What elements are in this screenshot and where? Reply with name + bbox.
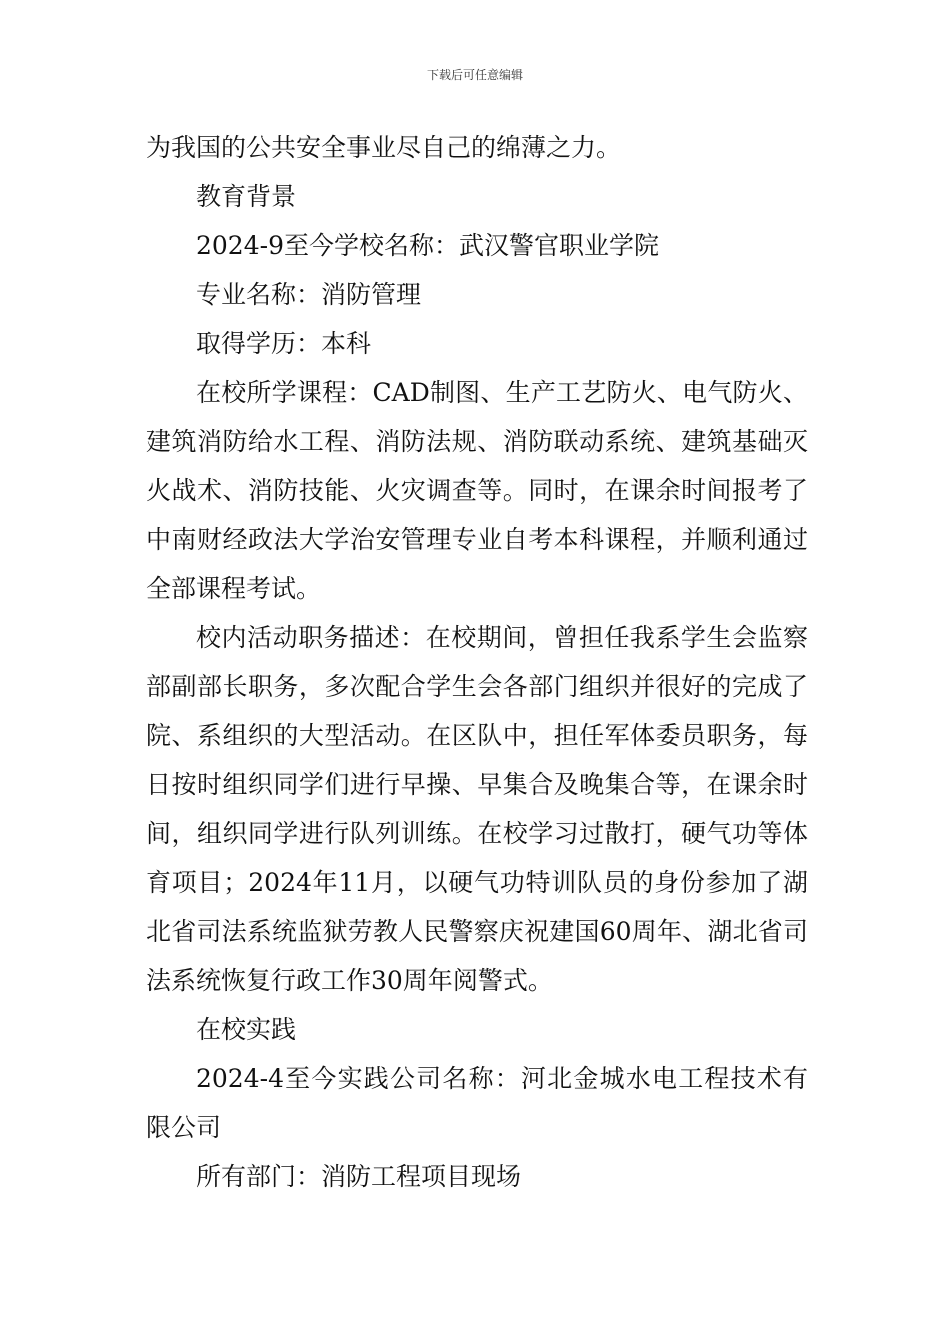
school-line: 2024-9至今学校名称：武汉警官职业学院 <box>196 231 659 260</box>
section-heading-education: 教育背景 <box>196 182 297 211</box>
activities-paragraph: 校内活动职务描述：在校期间，曾担任我系学生会监察部副部长职务，多次配合学生会各部门组织并很好的完成了院、系组织的大型活动。在区队中，担任军体委员职务，每日按时组织同学们进行早操、早集合及晚集合等，在课余时间，组织同学进行队列训练。在校学习过散打，硬气功等体育项目；2024年11月，以硬气功特训队员的身份参加了湖北省司法系统监狱劳教人民警察庆祝建国60周年、湖北省司法系统恢复行政工作30周年阅警式。 <box>146 623 808 995</box>
degree-line: 取得学历：本科 <box>196 329 372 358</box>
paragraph-continuation: 为我国的公共安全事业尽自己的绵薄之力。 <box>146 133 622 162</box>
document-body <box>146 123 808 1201</box>
major-line: 专业名称：消防管理 <box>196 280 422 309</box>
courses-paragraph: 在校所学课程：CAD制图、生产工艺防火、电气防火、建筑消防给水工程、消防法规、消防联动系统、建筑基础灭火战术、消防技能、火灾调查等。同时，在课余时间报考了中南财经政法大学治安管理专业自考本科课程，并顺利通过全部课程考试。 <box>146 378 808 603</box>
practice-company-line: 2024-4至今实践公司名称：河北金城水电工程技术有限公司 <box>146 1064 808 1142</box>
department-line: 所有部门：消防工程项目现场 <box>196 1162 522 1191</box>
section-heading-practice: 在校实践 <box>196 1015 297 1044</box>
page-header: 下载后可任意编辑 <box>426 68 523 82</box>
